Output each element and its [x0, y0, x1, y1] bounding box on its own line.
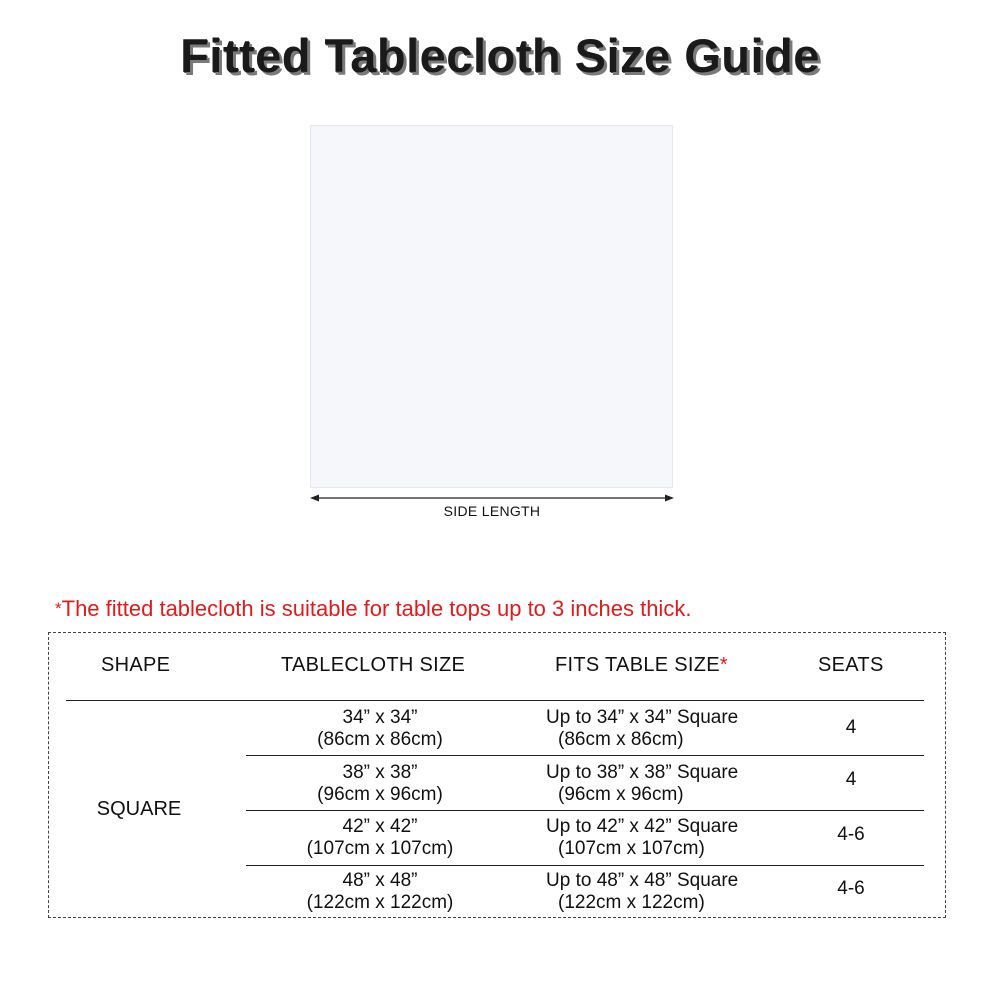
note-star: * — [55, 599, 62, 618]
fits-table-size-cell — [546, 816, 786, 860]
thickness-note — [55, 596, 975, 622]
header-tablecloth-size: TABLECLOTH SIZE — [281, 654, 466, 676]
fits-inches: Up to 48” x 48” Square — [546, 870, 739, 891]
size-cm: (86cm x 86cm) — [317, 729, 443, 750]
header-fits-star: * — [719, 654, 729, 676]
header-divider — [66, 700, 924, 701]
seats-cell: 4-6 — [837, 878, 865, 899]
seats-cell: 4 — [845, 769, 857, 790]
header-shape: SHAPE — [101, 654, 171, 676]
fits-cm: (86cm x 86cm) — [558, 729, 684, 750]
seats-cell: 4-6 — [837, 824, 865, 845]
seats-cell: 4 — [845, 717, 857, 738]
fits-table-size-cell — [546, 762, 786, 806]
header-seats: SEATS — [818, 654, 884, 676]
tablecloth-size-cell — [250, 707, 510, 751]
size-inches: 34” x 34” — [342, 707, 418, 728]
fits-table-size-cell — [546, 707, 786, 751]
row-divider — [246, 755, 924, 756]
tablecloth-size-cell — [250, 870, 510, 914]
row-divider — [246, 810, 924, 811]
fits-inches: Up to 38” x 38” Square — [546, 762, 739, 783]
header-fits-label: FITS TABLE SIZE — [555, 654, 720, 676]
fits-cm: (96cm x 96cm) — [558, 784, 684, 805]
page-title: Fitted Tablecloth Size Guide — [180, 29, 820, 82]
size-cm: (122cm x 122cm) — [306, 892, 454, 913]
side-length-label: SIDE LENGTH — [443, 503, 541, 519]
tablecloth-square-illustration — [310, 125, 673, 488]
fits-cm: (107cm x 107cm) — [558, 838, 705, 859]
tablecloth-size-cell — [250, 816, 510, 860]
size-inches: 48” x 48” — [342, 870, 418, 891]
size-inches: 38” x 38” — [342, 762, 418, 783]
note-text: The fitted tablecloth is suitable for table tops up to 3 inches thick. — [61, 596, 692, 621]
shape-cell: SQUARE — [96, 798, 182, 820]
size-cm: (96cm x 96cm) — [317, 784, 443, 805]
tablecloth-size-cell — [250, 762, 510, 806]
fits-inches: Up to 42” x 42” Square — [546, 816, 739, 837]
header-fits-table-size — [555, 654, 728, 677]
row-divider — [246, 865, 924, 866]
size-cm: (107cm x 107cm) — [306, 838, 454, 859]
fits-table-size-cell — [546, 870, 786, 914]
fits-inches: Up to 34” x 34” Square — [546, 707, 739, 728]
fits-cm: (122cm x 122cm) — [558, 892, 705, 913]
size-inches: 42” x 42” — [342, 816, 418, 837]
